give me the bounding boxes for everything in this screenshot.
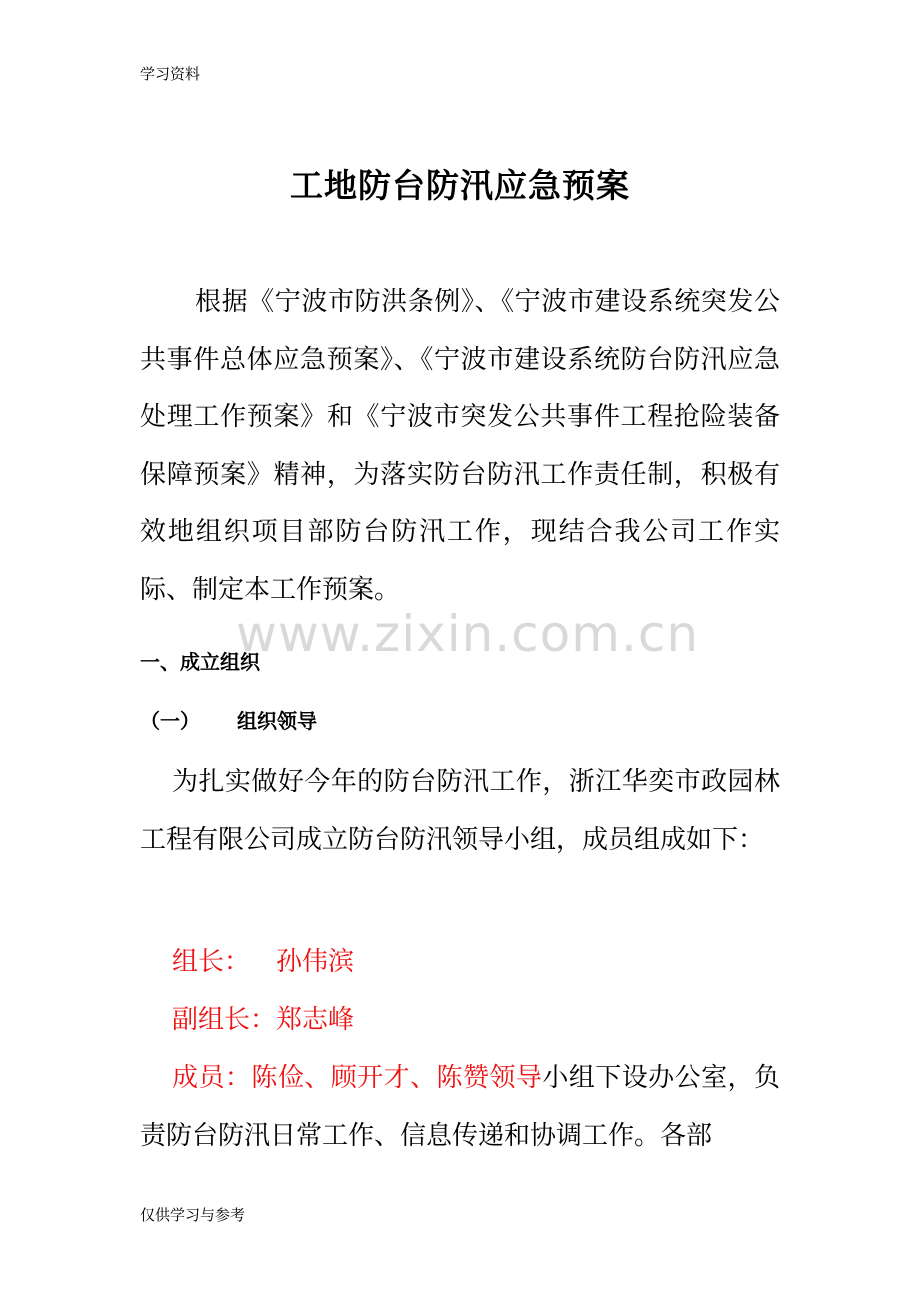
page-footer-note: 仅供学习与参考 — [140, 1206, 246, 1224]
intro-paragraph: 根据《宁波市防洪条例》、《宁波市建设系统突发公共事件总体应急预案》、《宁波市建设系统防台防汛应急处理工作预案》和《宁波市突发公共事件工程抢险装备保障预案》精神，为落实防台防汛工作责任制，积极有效地组织项目部防台防汛工作，现结合我公司工作实际、制定本工作预案。 — [140, 287, 780, 605]
group-leader-name: 孙伟滨 — [276, 947, 355, 977]
subsection-title: 组织领导 — [237, 709, 317, 733]
leadership-paragraph: 为扎实做好今年的防台防汛工作，浙江华奕市政园林工程有限公司成立防台防汛领导小组，成员组成如下： — [140, 767, 780, 855]
deputy-leader-line: 副组长：郑志峰 — [172, 1005, 355, 1035]
section-heading-establish-organization: 一、成立组织 — [140, 650, 260, 674]
office-description: 小组下设办公室，负责防台防汛日常工作、信息传递和协调工作。各部 — [140, 1063, 780, 1151]
page-header-note: 学习资料 — [140, 65, 201, 83]
members-list: 成员：陈俭、顾开才、陈赞领导 — [172, 1063, 543, 1093]
group-leader-label: 组长： — [172, 947, 251, 977]
subsection-number: （一） — [140, 709, 200, 733]
document-title: 工地防台防汛应急预案 — [290, 166, 630, 205]
subsection-heading-organization-leadership — [140, 701, 317, 741]
group-leader-line — [172, 934, 354, 992]
members-paragraph — [140, 1050, 780, 1165]
website-watermark: www.zixin.com.cn — [236, 605, 700, 663]
